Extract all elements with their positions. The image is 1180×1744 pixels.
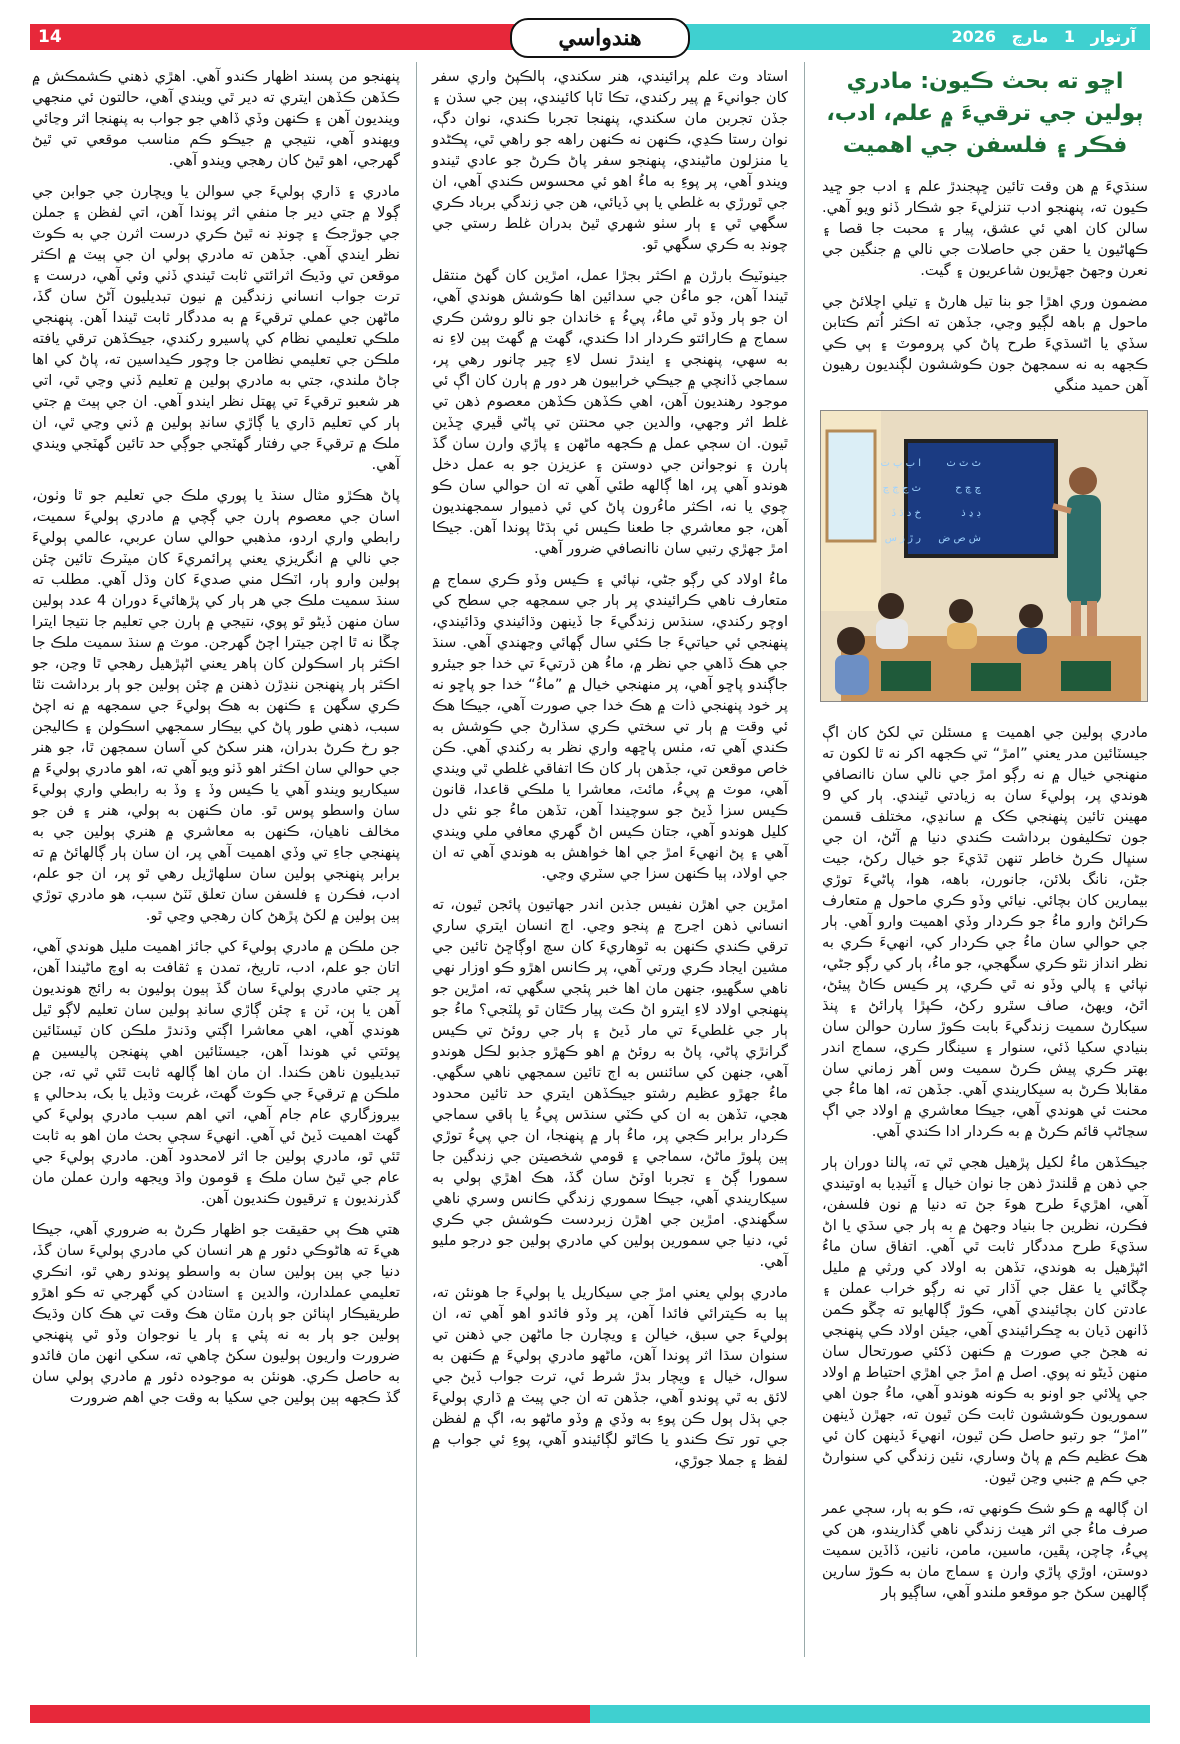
- article-paragraph: مادري ٻولي يعني امڙ جي سيکاريل يا ٻوليءَ جا هونئن ته، ٻيا به ڪيترائي فائدا آهن، پر وڏو فائدو اهو آهي ته، ان ٻوليءَ جي سبق، خيالن ۽ ويچارن جا ماڻهن جي ذهنن تي سنوان سڌا اثر پوندا آهن، ماڻهو مادري ٻوليءَ ۾ ڪنهن به سوال، خيال ۽ ويچار بدڙ شرط ئي، ترت جواب ڏيڻ جي لائق به ٿي پوندو آهي، جڏهن ته ان جي پيٽ ۾ ڌاري ٻوليءَ جي ٻڌل ٻول ڪن پوءِ به وڏي ۾ وڏو ماڻهو به، اڳ ۾ لفظن جي تور تڪ ڪندو يا ڪاٿو لڳائيندو آهي، پوءِ ئي جواب ۾ لفظ ۽ جملا جوڙي،: [432, 1284, 788, 1469]
- column-divider: [416, 62, 417, 1657]
- svg-text:چ ڇ ح: چ ڇ ح: [955, 483, 981, 494]
- article-paragraph: جيڪڏهن ماءُ لکيل پڙهيل هجي ٿي ته، پالنا دوران ٻار جي ذهن ۾ ڦلندڙ ذهن جا نوان خيال ۽ آئيڊيا به اوتيندي آهي، اهڙيءَ طرح هوءَ جڻ ته دنيا ۾ نون فلسفن، فڪرن، نظرين جا بنياد وجهڻ ۾ به ٻار جي سڌي يا اڻ سڌيءَ طرح مددگار ثابت ٿي آهي. اتفاق سان ماءُ اڻپڙهيل به هوندي، تڏهن به اولاد کي ورثي ۾ مليل چڱائي يا عقل جي آڌار تي نه رڳو خراب عملن ۽ عادتن کان بچائيندي آهي، ڪوڙ ڳالهايو ته چڱو ڪمن ڏانهن ڌيان به ڇڪرائيندي آهي، جيئن اولاد ڪي پنهنجي نه هجڻ جي صورت ۾ ڪنهن ڏکئي صورتحال سان منهن ڏيڻو نه پوي. اصل ۾ امڙ جي اهڙي احتياط ۾ اولاد جي ڀلائي جو اونو به ڪونه هوندو آهي، ماءُ جون اهي سموريون ڪوششون ثابت ڪن ٿيون ته، جهڙن ڏينهن ”امڙ“ جو رتبو حاصل ڪن ٿيون، انهيءَ ڏينهن کان ئي هڪ عظيم ڪم ۾ پاڻ وساري، نئين زندگي کي سنوارڻ جي ڪم ۾ جنبي وڃن ٿيون.: [822, 1154, 1148, 1486]
- article-paragraph: ماءُ اولاد کي رڳو جڻي، نپائي ۽ ڪيس وڏو ڪري سماج ۾ متعارف ناهي ڪرائيندي پر ٻار جي سمجهه جي سطح کي اوچو رکندي، سنڌس زندگيءَ جا ڏينهن وڌائيندي وڌائيندي، پنهنجي ئي حياتيءَ جا ڪئي سال ڳهائي وڃهندي آهي. سنڌ جي هڪ ڏاهي جي نظر ۾، ماءُ هن ڌرتيءَ تي خدا جو جيئرو جاڳندو پاڇو آهي، پر منهنجي خيال ۾ ”ماءُ“ خدا جو پاڇو نه پر خود پنهنجي ذات ۾ هڪ خدا جي صورت آهي، جيڪا هڪ ئي وقت ۾ ٻار تي سختي ڪري سڌارڻ جي ڪوشش به ڪندي آهي ته، مٺس پاڇهه واري نظر به رکندي آهي. ڪن خاص موقعن تي، جڏهن ٻار کان ڪا اتفاقي غلطي ٿي ويندي آهي، موٽ ۾ پيءُ، مائٽ، معاشرا يا ملڪي قاعدا، قانون ڪيس سزا ڏيڻ جو سوچيندا آهن، تڏهن ماءُ جو نئي دل کليل هوندو آهي، جتان ڪيس اڻ گهري معافي ملي ويندي آهي ۽ پڻ انهيءَ امڙ جي اها خواهش به هوندي آهي ته ان جي اولاد، ٻيا ڪنهن سزا جي سٽري وڃي.: [432, 571, 788, 882]
- svg-text:ر ڙ ز س: ر ڙ ز س: [884, 533, 921, 544]
- svg-text:ا ب پ ت: ا ب پ ت: [880, 458, 921, 469]
- article-paragraph: هتي هڪ ٻي حقيقت جو اظهار ڪرڻ به ضروري آهي، جيڪا هيءَ ته هاڻوڪي دئور ۾ هر انسان کي مادري ٻوليءَ سان گڏ، دنيا جي ٻين ٻولين سان به واسطو پوندو رهي ٿو، انڪري تعليمي عملدارن، والدين ۽ استادن کي گهرجي ته ڪو اهڙو طريقيڪار اپنائن جو ٻارن مٿان هڪ وقت تي هڪ کان وڌيڪ ٻولين جو ٻار به نه پئي ۽ ٻار يا نوجوان وڏو ٿي پنهنجي ضرورت واريون ٻوليون سکڻ چاهي ته، سکي انهن مان فائدو به حاصل ڪري. هونئن به موجوده دئور ۾ مادري ٻولي سان گڏ ڪجهه ٻين ٻولين جي سکيا به وقت جي اهم ضرورت: [32, 1221, 400, 1406]
- newspaper-masthead: هندواسي: [510, 18, 690, 58]
- svg-text:ش ص ض: ش ص ض: [938, 533, 981, 544]
- article-paragraph: جينوٽيڪ بارڙن ۾ اڪثر بجڙا عمل، امڙين کان گهڻ منتقل ٿيندا آهن، جو ماءُن جي سدائين اها ڪوشش هوندي آهي، ان جو ٻار وڏو ٿي ماءُ، پيءُ ۽ خاندان جو نالو روشن ڪري سماج ۾ ڪارائتو ڪردار ادا ڪندي، گهٽ ۾ گهٽ ٻين لاءِ نه به سهي، پنهنجي ۽ ايندڙ نسل لاءِ چير چانور رهي پر، سماجي ڏانچي ۾ جيڪي خرابيون هر دور ۾ ٻارن کان اڳ ئي موجود رهنديون آهن، اهي ڪڏهن ڪڏهن معصوم ذهن تي غلط اثر وجهي، والدين جي محنتن تي پاڻي ڦيري ڇڏين ٿيون. ان سڄي عمل ۾ ڪجهه ماڻهن ۽ پاڙي وارن سان گڏ ٻارن ۽ نوجوانن جي دوستن ۽ عزيزن جو به عمل دخل هوندو آهي پر، اها ڳالهه طئي آهي ته ان حوالي سان ڪو چوي يا نه، اڪثر ماءُرون پاڻ کي ئي ذميوار سمجهنديون آهن، جو معاشري جا طعنا ڪيس ئي ٻڌڻا پوندا آهن. جيڪا امڙ جهڙي رتبي سان ناانصافي ضرور آهي.: [432, 267, 788, 557]
- article-headline: اڇو ته بحث ڪيون: مادري ٻولين جي ترقيءَ ۾ علم، ادب، فڪر ۽ فلسفن جي اهميت: [826, 69, 1144, 158]
- article-paragraph: امڙين جي اهڙن نفيس جذبن اندر جهاتيون پائجن ٿيون، ته انساني ذهن اڃرج ۾ پنجو وڃي. اڄ انسان ايتري ساري ترقي ڪندي ڪنهن به ٿوهاريءَ کان سڄ اوڳاڇڻ تائين جي مشين ايجاد ڪري ورتي آهي، پر ڪانس اهڙو ڪو اوزار نهي ناهي سگهيو، جنهن مان اها خبر پئجي سگهي ته، امڙين جو پنهنجي اولاد لاءِ ايترو اڻ ڪٽ پيار ڪٿان ٿو پلٽجي؟ ماءُ جو ٻار جي غلطيءَ تي مار ڏيڻ ۽ ٻار جي روئڻ تي ڪيس گرانڙي پاڻي، پاڻ به روئڻ ۾ اهو ڪهڙو جذبو لڪل هوندو آهي، جنهن کي سائنس به اڄ تائين سمجهي ناهي سگهي. ماءُ جهڙو عظيم رشتو جيڪڏهن ايتري حد تائين محدود هجي، تڏهن به ان کي ڪٽي سنڌس پيءُ يا ٻاقي سماجي ڪردار برابر ڪجي پر، ماءُ ٻار ۾ پنهنجا، ان جي پيءُ توڙي ٻين پلوڙ ماڻڻ، سماجي ۽ قومي شخصيتن جي زندگين جا سمورا ڳڻ ۽ تجربا اوٽڻ سان گڏ، هڪ اهڙي ٻولي به سيکاريندي آهي، جيڪا سموري زندگي ڪانس وسري ناهي سگهندي. امڙين جي اهڙن زبردست ڪوشش جي ڪري ئي، دنيا جي سمورين ٻولين کي مادري ٻولين جو درجو مليو آهي.: [432, 896, 788, 1270]
- svg-text:خ د ڌ ڏ: خ د ڌ ڏ: [891, 508, 921, 519]
- svg-text:ڊ ڍ ذ: ڊ ڍ ذ: [961, 508, 981, 519]
- dateline: [942, 24, 1137, 50]
- bottom-color-bar: [30, 1705, 1150, 1723]
- article-paragraph: جن ملڪن ۾ مادري ٻوليءَ کي جائز اهميت مليل هوندي آهي، اتان جو علم، ادب، تاريخ، تمدن ۽ ثقافت به اوچ ماڻيندا آهن، پر جتي مادري ٻوليءَ سان گڏ ٻيون ٻوليون به رائج هونديون آهن يا ٻن، ٽن ۽ چئن ڳاڙي سانڍ ٻولين سان تعليم لاڳو ٿيل هوندي آهي، اهي معاشرا اڳتي وڌندڙ ملڪن کان ٽيسٽائين پوئتي ئي هوندا آهن، جيسٽائين اهي پنهنجن پاليسين ۾ تبديليون ناهن ڪندا. ان مان اها ڳالهه ثابت ٿئي ٿي ته، جن ملڪن ۾ ترقيءَ جي ڪوٽ گهٽ، غربت وڌيل يا بک، بدحالي ۽ بيروزگاري عام جام آهي، اتي اهم سبب مادري ٻوليءَ کي گهٽ اهميت ڏيڻ ئي آهي. انهيءَ سڄي بحث مان اهو به ثابت ٿئي ٿو، مادري ٻولين جا اثر لامحدود آهن. مادري ٻوليءَ جي عام جي ٿيڻ سان ملڪ ۽ قومون واڌ ويجهه وارن عملن مان گذرنديون ۽ ترقيون ڪنديون آهن.: [32, 938, 400, 1207]
- article-paragraph: مضمون وري اهڙا جو بنا تيل هارڻ ۽ تيلي اچلائڻ جي ماحول ۾ باهه لڳيو وڃي، جڏهن ته اڪثر اُتم ڪتابن سڏي يا اڻسڌيءَ طرح پاڻ کي پروموٽ ۽ ٻي ڪي ڪجهه به نه سمجهڻ جون ڪوششون لڳنديون رهيون آهن حميد منگي: [822, 293, 1148, 394]
- article-paragraph: سنڌيءَ ۾ هن وقت تائين ڇپجندڙ علم ۽ ادب جو ڇيد ڪيون ته، پنهنجو ادب تنزليءَ جو شڪار ڏٺو ويو آهي. سالن کان اهي ئي عشق، پيار ۽ محبت جا قصا ۽ ڪهاڻيون يا حقن جي حاصلات جي نالي ۾ جنگين جي نعرن وجهڻ جهڙيون شاعريون ۽ گيت.: [822, 178, 1148, 279]
- article-paragraph: پنهنجو من پسند اظهار ڪندو آهي. اهڙي ذهني ڪشمڪش ۾ ڪڏهن ڪڏهن ايتري ته دير ٿي ويندي آهي، حالتون ئي منجهي وينديون آهن ۽ ڪنهن وڏي ڏاهي جو جواب به پنهنجا اثر وڃائي ويهندو آهي، نتيجي ۾ جيڪو ڪم مناسب موقعي تي ٿيڻ گهرجي، اهو ٿيڻ کان رهجي ويندو آهي.: [32, 68, 400, 169]
- article-column-2: [432, 66, 788, 1481]
- column-divider: [804, 62, 805, 1657]
- svg-text:ث ج ڄ ڃ: ث ج ڄ ڃ: [882, 483, 921, 494]
- article-paragraph: مادري ۽ ڌاري ٻوليءَ جي سوالن يا ويچارن جي جوابن جي ڳولا ۾ جتي دير جا منفي اثر پوندا آهن، اتي لفظن ۽ جملن جي جوڙجڪ ۽ چونڊ نه ٿيڻ ڪري درست اثرن جي به ڪوٽ نظر ايندي آهي. جڏهن ته مادري ٻولي ان جي ٻيٽ ۾ اڪثر موقعن تي وڌيڪ اثرائتي ثابت ٿيندي ڏٺي وئي آهي، درست ۽ ترت جواب انساني زندگين ۾ نيون تبديليون آڻڻ سان گڏ، ماڻهن جي عملي ترقيءَ ۾ به مددگار ثابت ٿيندا آهن. پنهنجي ملڪي تعليمي نظام کي پاسيرو رکندي، جيڪڏهن ترقي يافته ملڪن جي تعليمي نظامن جا وچور ڪيداسين ته، پاڻ کي اها ڄاڻ ملندي، جتي به مادري ٻولين ۾ تعليم ڏني وڃي ٿي، اتي هر شعبو ترقيءَ تي پهتل نظر ايندو آهي. ان جي ٻيٽ ۾ جتي ٻار کي تعليم ڌاري يا ڳاڙي سانڍ ٻولين ۾ ڏني وڃي ٿي، ان ملڪ ۾ ترقيءَ جي رفتار گهٽجي جوڳي حد تائين گهٽجي ويندي آهي.: [32, 183, 400, 473]
- date-day: آرتوار: [1090, 27, 1136, 46]
- date-month: مارچ: [1011, 27, 1049, 46]
- article-paragraph: پاڻ هڪڙو مثال سنڌ يا پوري ملڪ جي تعليم جو ٿا وٺون، اسان جي معصوم ٻارن جي ڳچي ۾ مادري ٻوليءَ سميت، رابطي واري اردو، مذهبي حوالي سان عربي، عالمي ٻوليءَ جي نالي ۾ انگريزي يعني پرائمريءَ کان ميٽرڪ تائين چئن ٻولين وارو ٻار، اٽڪل مني صديءَ کان وڌل آهي. مطلب ته سنڌ سميت ملڪ جي هر ٻار کي پڙهائيءَ دوران 4 عدد ٻولين سان منهن ڏيڻو ٿو پوي، نتيجي ۾ ٻارن جي تعليم جا نتيجا ايترا چڱا نه ٿا اچن جيترا اچڻ گهرجن. موٽ ۾ سنڌ سميت ملڪ جا اڪثر ٻار اسڪولن کان ٻاهر يعني اڻپڙهيل رهجي ٿا وڃن، جو اڪثر ٻار پنهنجن ننڍڙن ذهنن ۾ چئن ٻولين جو ٻار برداشت نٿا ڪري سگهن ۽ ڪنهن به هڪ ٻوليءَ جي سمجهه ۾ نه اچڻ سبب، ذهني طور پاڻ کي بيڪار سمجهي اسڪولن ۽ ڪاليجن جو رخ ڪرڻ بدران، هنر سکڻ کي آسان سمجهن ٿا، جو هنر جي حوالي سان اڪثر اهو ڏٺو ويو آهي ته، اهو مادري ٻوليءَ ۾ سيکاريو ويندو آهي يا ڪيس وڏ ۽ وڏ به رابطي واري ٻوليءَ سان واسطو پوس ٿو. مان ڪنهن به ٻولي، هنر ۽ فن جو مخالف ناهيان، ڪنهن به معاشري ۾ هنري ٻولين جي به پنهنجي جاءِ تي وڏي اهميت آهي پر، ان سان ٻار ڳالهائڻ ۾ ته برابر پنهنجي ٻولين سان سلهاڙيل رهي ٿو پر، ان جو علم، ادب، فڪرن ۽ فلسفن سان تعلق ٽٽڻ سبب، هو مادري توڙي ٻين ٻولين ۾ لکڻ پڙهڻ کان رهجي وڃي ٿو.: [32, 487, 400, 924]
- svg-text:ٿ ٽ ٺ: ٿ ٽ ٺ: [946, 458, 981, 469]
- page-number: 14: [38, 27, 62, 47]
- article-paragraph: مادري ٻولين جي اهميت ۽ مسئلن تي لکڻ کان اڳ جيسٽائين مدر يعني ”امڙ“ تي ڪجهه اکر نه ٿا لکون ته منهنجي خيال ۾ نه رڳو امڙ جي نالي سان ناانصافي هوندي پر، ٻوليءَ سان به زيادتي ٿيندي. ٻار کي 9 مهينن تائين پنهنجي ڪک ۾ سانڍي، مختلف قسمن جون تڪليفون برداشت ڪندي دنيا ۾ آڻڻ، ان جي سنڀال ڪرڻ خاطر تنهن ٿڌيءَ جو خيال رکڻ، جيت جڻن، نانگ بلائن، جانورن، باهه، هوا، پاڻيءَ توڙي بيمارين کان بچائي. نيائي وڏو ڪري ماحول ۾ متعارف ڪرائڻ وارو ماءُ جو ڪردار وڏي اهميت وارو آهي. ٻار جي حوالي سان ماءُ جي ڪردار کي، انهيءَ ڪري به نظر انداز نٿو ڪري سگهجي، جو ماءُ، ٻار کي رڳو جڻي، نپائي ۽ پالي وڏو نه ٿي ڪري، پر ڪيس ڪاڻ پيئڻ، اٿڻ، ويهڻ، صاف سٿرو رکڻ، ڪپڙا پارائڻ ۽ پنڌ سيکارڻ سميت زندگيءَ بابت ڪوڙ سارن حوالن سان بنيادي سکيا ڏئي، سنوار ۽ سينگار ڪري، سماج اندر بهتر ڪري پيش ڪرڻ سميت وس آهر زماني سان مقابلا ڪرڻ به سيکاريندي آهي. جڏهن ته، اها ماءُ جي محنت ئي هوندي آهي، جيڪا معاشري ۾ اولاد جي اڳ سڃاڻپ قائم ڪرڻ ۾ به ڪردار ادا ڪندي آهي.: [822, 724, 1148, 1140]
- article-paragraph: ان ڳالهه ۾ ڪو شڪ ڪونهي ته، ڪو به ٻار، سڄي عمر صرف ماءُ جي اثر هيٺ زندگي ناهي گذاريندو، هن کي پيءُ، چاچن، پڦين، ماسين، مامن، نانين، ڏاڏين سميت دوستن، اوڙي پاڙي وارن ۽ سماج مان به ڪوڙ سارين ڳالهين سکڻ جو موقعو ملندو آهي، ساڳيو ٻار: [822, 1500, 1148, 1601]
- article-paragraph: استاد وٽ علم پرائيندي، هنر سکندي، ٻالڪپڻ واري سفر کان جوانيءَ ۾ پير رکندي، تڪا ٽاٻا کائيندي، ٻين جي سڌن ۽ جڏن تجربن مان سکندي، پنهنجا تجربا ڪندي، نوان دڳ، نوان رستا ڪڍي، ڪنهن نه ڪنهن راهه جو راهي ٿي، پڪڻدو يا منزلون ماڻيندي، پنهنجو سفر پاڻ ڪرڻ جو عادي ٿيندو ويندو آهي، پر پوءِ به ماءُ اهو ئي محسوس ڪندي آهي، ان جي ٿورڙي به غلطي يا ٻي ڏيائي، هن جي زندگي برباد ڪري سگهي ٿي ۽ ٻار سٺو شهري ٿيڻ بدران غلط رستي جي چونڊ به ڪري سگهي ٿو.: [432, 68, 788, 253]
- date-year: 2026: [951, 27, 997, 46]
- article-column-3: [32, 66, 400, 1418]
- date-number: 1: [1063, 27, 1075, 46]
- classroom-photo: [820, 410, 1148, 702]
- article-column-1: [822, 66, 1148, 1613]
